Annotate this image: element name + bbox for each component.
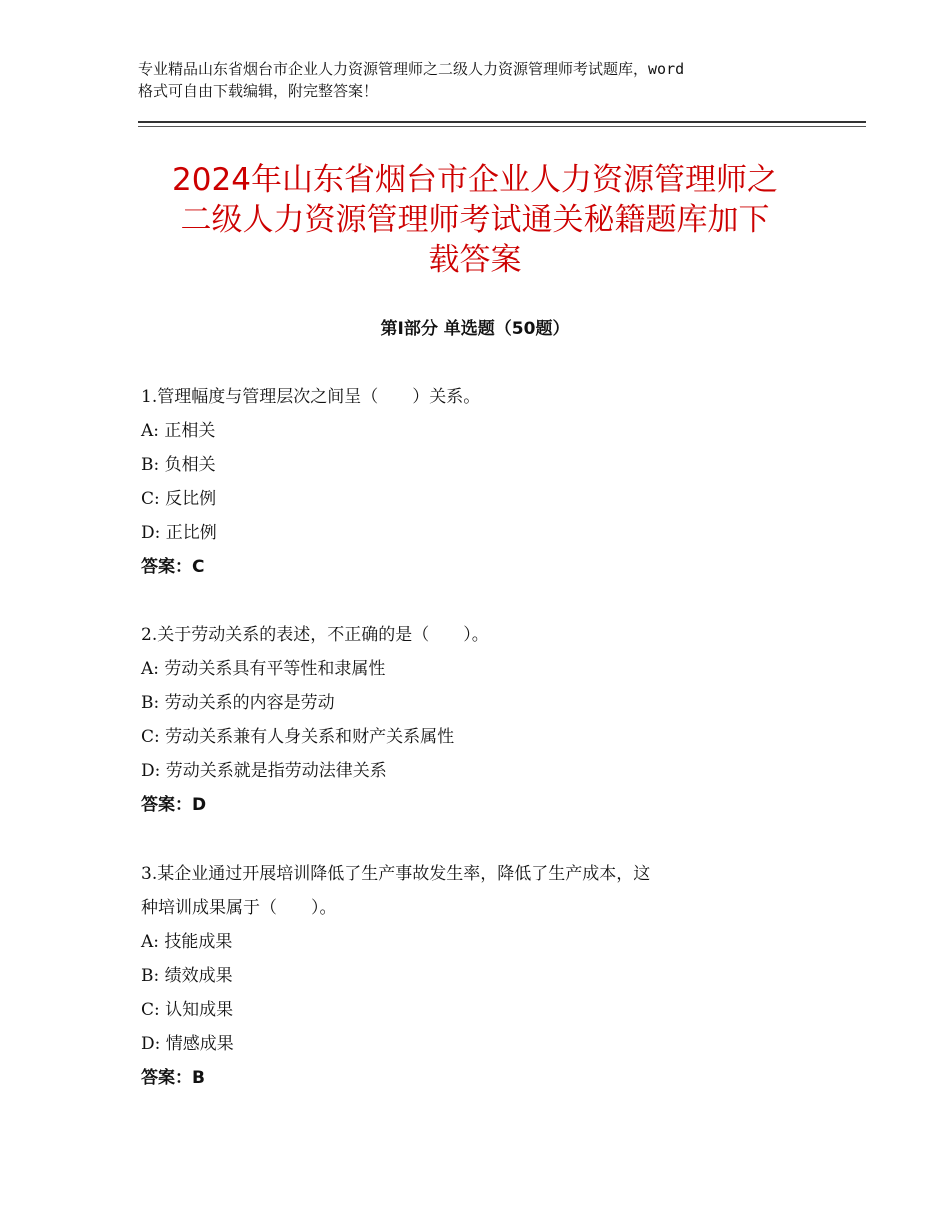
question-stem-line-2: 种培训成果属于（ ）。 — [141, 898, 337, 918]
title-line-2: 二级人力资源管理师考试通关秘籍题库加下 — [180, 202, 770, 238]
question-2 — [141, 618, 831, 822]
option-b: B: 劳动关系的内容是劳动 — [141, 693, 335, 713]
header-rule-thick — [138, 121, 866, 123]
option-c: C: 反比例 — [141, 489, 217, 509]
option-a: A: 正相关 — [141, 421, 216, 441]
option-c: C: 劳动关系兼有人身关系和财产关系属性 — [141, 727, 455, 747]
question-stem-line-1: 3.某企业通过开展培训降低了生产事故发生率，降低了生产成本，这 — [141, 864, 651, 884]
option-b: B: 负相关 — [141, 455, 216, 475]
answer: 答案：B — [141, 1068, 205, 1088]
answer: 答案：D — [141, 795, 207, 815]
question-stem: 1.管理幅度与管理层次之间呈（ ）关系。 — [141, 387, 481, 407]
page-title — [100, 160, 850, 280]
option-b: B: 绩效成果 — [141, 966, 233, 986]
title-line-1: 2024年山东省烟台市企业人力资源管理师之 — [172, 162, 778, 198]
title-line-3: 载答案 — [428, 242, 522, 278]
question-3 — [141, 857, 831, 1095]
section-heading: 第Ⅰ部分 单选题（50题） — [380, 319, 570, 339]
question-1 — [141, 380, 831, 584]
option-a: A: 技能成果 — [141, 932, 233, 952]
header-rule-thin — [138, 126, 866, 127]
header-note: 专业精品山东省烟台市企业人力资源管理师之二级人力资源管理师考试题库，word 格式可自由下载编辑，附完整答案！ — [138, 60, 685, 100]
option-d: D: 情感成果 — [141, 1034, 234, 1054]
option-d: D: 劳动关系就是指劳动法律关系 — [141, 761, 387, 781]
option-d: D: 正比例 — [141, 523, 217, 543]
answer: 答案：C — [141, 557, 205, 577]
option-a: A: 劳动关系具有平等性和隶属性 — [141, 659, 386, 679]
option-c: C: 认知成果 — [141, 1000, 234, 1020]
question-stem: 2.关于劳动关系的表述，不正确的是（ ）。 — [141, 625, 489, 645]
